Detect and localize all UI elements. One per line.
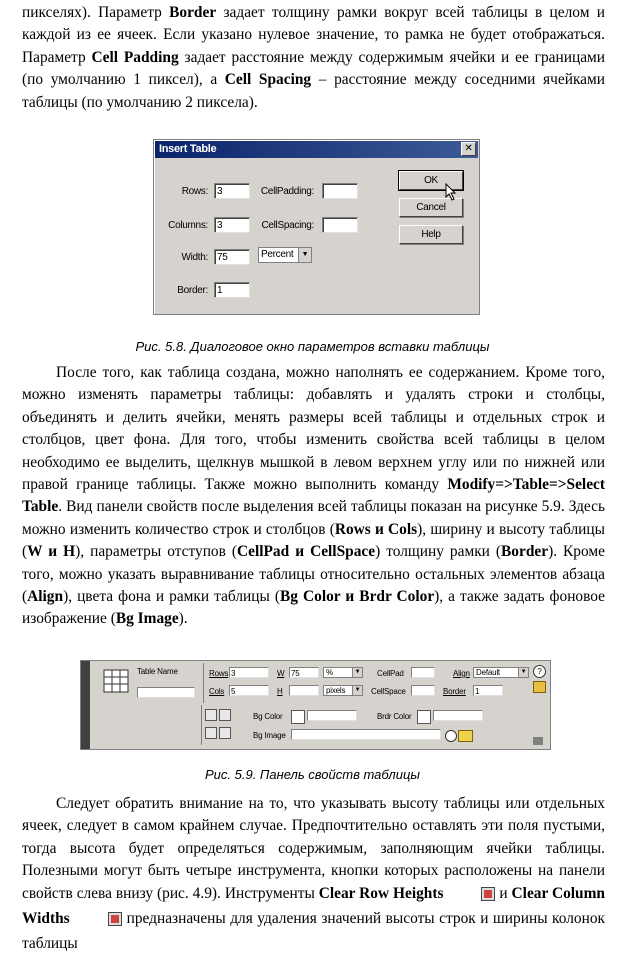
clear-column-widths-icon: [74, 911, 122, 933]
cols-label: Cols: [209, 687, 225, 696]
clear-column-widths-icon[interactable]: [219, 709, 231, 721]
cellspace-label: CellSpace: [371, 687, 406, 696]
cellspacing-input[interactable]: [322, 217, 358, 233]
bgimage-label: Bg Image: [253, 731, 286, 740]
paragraph-cell-params: пикселях). Параметр Border задает толщину рамки вокруг всей таблицы в целом и каждой из ее ячеек. Если указано нулевое значение, то рамка не будет отображаться. Параметр Cell Padding задает расстояние между содержимым ячейки и ее границами (по умолчанию 1 пиксел), а Cell Spacing – расстояние между соседними ячейками таблицы (по умолчанию 2 пиксела).: [22, 4, 606, 111]
cellspace-input[interactable]: [411, 685, 435, 696]
w-unit-value: %: [326, 668, 333, 677]
border-input[interactable]: 1: [214, 282, 250, 298]
clear-row-heights-icon: [447, 886, 495, 908]
rows-input[interactable]: 3: [214, 183, 250, 199]
chevron-down-icon: ▼: [352, 686, 362, 695]
cellpadding-input[interactable]: [322, 183, 358, 199]
brdrcolor-label: Brdr Color: [377, 712, 412, 721]
width-unit-value: Percent: [261, 249, 294, 260]
insert-table-dialog: [153, 139, 480, 315]
h-unit-select[interactable]: [323, 685, 363, 696]
width-input[interactable]: 75: [214, 249, 250, 265]
brdrcolor-swatch[interactable]: [417, 710, 431, 724]
cellpad-input[interactable]: [411, 667, 435, 678]
border-label: Border:: [177, 285, 208, 296]
bgcolor-label: Bg Color: [253, 712, 283, 721]
folder-icon[interactable]: [458, 730, 473, 742]
width-unit-select[interactable]: [258, 247, 312, 263]
table-properties-panel: [80, 660, 551, 750]
border-input[interactable]: 1: [473, 685, 503, 696]
ok-button[interactable]: OK: [399, 171, 463, 190]
align-label: Align: [453, 669, 470, 678]
w-label: W: [277, 669, 285, 678]
h-label: H: [277, 687, 283, 696]
cancel-button[interactable]: Cancel: [399, 198, 463, 217]
figure-caption-5-9: Рис. 5.9. Панель свойств таблицы: [205, 767, 420, 782]
divider: [203, 663, 204, 703]
bgcolor-swatch[interactable]: [291, 710, 305, 724]
columns-input[interactable]: 3: [214, 217, 250, 233]
convert-widths-to-percent-icon[interactable]: [219, 727, 231, 739]
cols-input[interactable]: 5: [229, 685, 269, 696]
w-input[interactable]: 75: [289, 667, 319, 678]
collapse-icon[interactable]: [533, 737, 543, 745]
paragraph-clear-tools: Следует обратить внимание на то, что указывать высоту таблицы или отдельных ячеек, следует в самом крайнем случае. Предпочтительно оставлять эти поля пустыми, тогда высота будет определяться содержимым, заполняющим ячейки таблицы. Полезными могут быть четыре инструмента, кнопки которых расположены на панели свойств слева внизу (рис. 4.9). Инструменты Clear Row Heights и Clear Column Widths предназначены для удаления значений высоты строк и ширины колонок таблицы: [22, 795, 605, 953]
brdrcolor-input[interactable]: [433, 710, 483, 721]
edit-icon[interactable]: [533, 681, 546, 693]
align-value: Default: [476, 668, 500, 677]
convert-widths-to-pixels-icon[interactable]: [205, 727, 217, 739]
table-name-label: Table Name: [137, 667, 178, 676]
cellpad-label: CellPad: [377, 669, 404, 678]
w-unit-select[interactable]: [323, 667, 363, 678]
table-icon: [103, 669, 129, 693]
columns-label: Columns:: [168, 220, 208, 231]
chevron-down-icon: ▼: [352, 668, 362, 677]
figure-caption-5-8: Рис. 5.8. Диалоговое окно параметров вставки таблицы: [135, 339, 490, 354]
dialog-title: Insert Table: [155, 141, 478, 158]
cellpadding-label: CellPadding:: [260, 186, 314, 197]
cellspacing-label: CellSpacing:: [261, 220, 314, 231]
rows-input[interactable]: 3: [229, 667, 269, 678]
panel-grip[interactable]: [81, 661, 90, 749]
bgimage-input[interactable]: [291, 729, 441, 740]
h-unit-value: pixels: [326, 686, 346, 695]
chevron-down-icon: ▼: [518, 668, 528, 677]
h-input[interactable]: [289, 685, 319, 696]
point-to-file-icon[interactable]: [445, 730, 457, 742]
divider: [201, 705, 202, 745]
close-icon[interactable]: ✕: [461, 142, 476, 156]
chevron-down-icon: ▼: [298, 248, 311, 262]
rows-label: Rows:: [181, 186, 208, 197]
border-label: Border: [443, 687, 466, 696]
help-button[interactable]: Help: [399, 225, 463, 244]
width-label: Width:: [181, 252, 208, 263]
table-name-input[interactable]: [137, 687, 195, 698]
paragraph-table-editing: После того, как таблица создана, можно наполнять ее содержанием. Кроме того, можно изменять параметры таблицы: добавлять и удалять строки и столбцы, объединять и делить ячейки, менять размеры всей таблицы и отдельных строк и столбцов, цвет фона. Для того, чтобы изменить свойства всей таблицы в целом необходимо ее выделить, щелкнув мышкой в левом верхнем углу или по нижней или правой границе таблицы. Также можно выполнить команду Modify=>Table=>Select Table. Вид панели свойств после выделения всей таблицы показан на рисунке 5.9. Здесь можно изменить количество строк и столбцов (Rows и Cols), ширину и высоту таблицы (W и H), параметры отступов (CellPad и CellSpace) толщину рамки (Border). Кроме того, можно указать выравнивание таблицы относительно остальных элементов абзаца (Align), цвета фона и рамки таблицы (Bg Color и Brdr Color), а также задать фоновое изображение (Bg Image).: [22, 364, 606, 628]
bgcolor-input[interactable]: [307, 710, 357, 721]
align-select[interactable]: [473, 667, 529, 678]
help-icon[interactable]: ?: [533, 665, 546, 678]
rows-label: Rows: [209, 669, 229, 678]
clear-row-heights-icon[interactable]: [205, 709, 217, 721]
mouse-cursor-icon: [445, 183, 459, 201]
